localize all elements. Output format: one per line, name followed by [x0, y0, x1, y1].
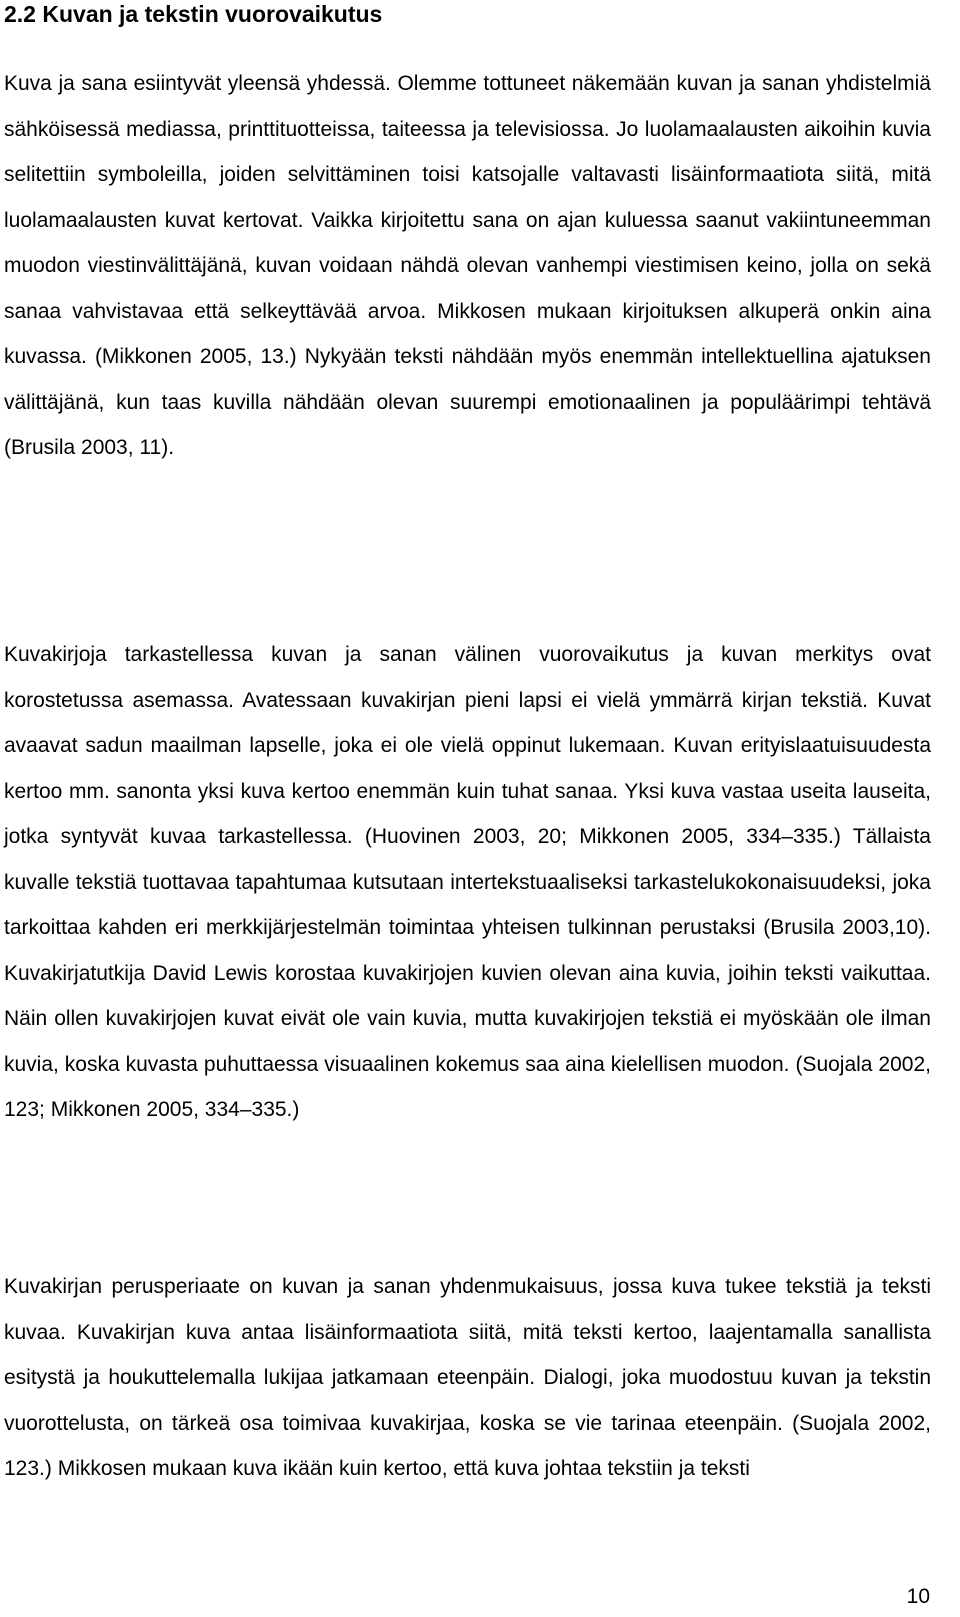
paragraph-3: Kuvakirjan perusperiaate on kuvan ja sanan yhdenmukaisuus, jossa kuva tukee tekstiä ja teksti kuvaa. Kuvakirjan kuva antaa lisäinformaatiota siitä, mitä teksti kertoo, laajentamalla sanallista esitystä ja houkuttelemalla lukijaa jatkamaan eteenpäin. Dialogi, joka muodostuu kuvan ja tekstin vuorottelusta, on tärkeä osa toimivaa kuvakirjaa, koska se vie tarinaa eteenpäin. (Suojala 2002, 123.) Mikkosen mukaan kuva ikään kuin kertoo, että kuva johtaa tekstiin ja teksti	[4, 1275, 931, 1480]
section-heading: 2.2 Kuvan ja tekstin vuorovaikutus	[4, 1, 383, 27]
paragraph-2: Kuvakirjoja tarkastellessa kuvan ja sanan välinen vuorovaikutus ja kuvan merkitys ovat korostetussa asemassa. Avatessaan kuvakirjan pieni lapsi ei vielä ymmärrä kirjan tekstiä. Kuvat avaavat sadun maailman lapselle, joka ei ole vielä oppinut lukemaan. Kuvan erityislaatuisuudesta kertoo mm. sanonta yksi kuva kertoo enemmän kuin tuhat sanaa. Yksi kuva vastaa useita lauseita, jotka syntyvät kuvaa tarkastellessa. (Huovinen 2003, 20; Mikkonen 2005, 334–335.) Tällaista kuvalle tekstiä tuottavaa tapahtumaa kutsutaan intertekstuaaliseksi tarkastelukokonaisuudeksi, joka tarkoittaa kahden eri merkkijärjestelmän toimintaa yhteisen tulkinnan perustaksi (Brusila 2003,10). Kuvakirjatutkija David Lewis korostaa kuvakirjojen kuvien olevan aina kuvia, joihin teksti vaikuttaa. Näin ollen kuvakirjojen kuvat eivät ole vain kuvia, mutta kuvakirjojen tekstiä ei myöskään ole ilman kuvia, koska kuvasta puhuttaessa visuaalinen kokemus saa aina kielellisen muodon. (Suojala 2002, 123; Mikkonen 2005, 334–335.)	[4, 643, 931, 1121]
paragraph-1: Kuva ja sana esiintyvät yleensä yhdessä. Olemme tottuneet näkemään kuvan ja sanan yhdistelmiä sähköisessä mediassa, printtituotteissa, taiteessa ja televisiossa. Jo luolamaalausten aikoihin kuvia selitettiin symboleilla, joiden selvittäminen toisi katsojalle valtavasti lisäinformaatiota siitä, mitä luolamaalausten kuvat kertovat. Vaikka kirjoitettu sana on ajan kuluessa saanut vakiintuneemman muodon viestinvälittäjänä, kuvan voidaan nähdä olevan vanhempi viestimisen keino, jolla on sekä sanaa vahvistavaa että selkeyttävää arvoa. Mikkosen mukaan kirjoituksen alkuperä onkin aina kuvassa. (Mikkonen 2005, 13.) Nykyään teksti nähdään myös enemmän intellektuellina ajatuksen välittäjänä, kun taas kuvilla nähdään olevan suurempi emotionaalinen ja populäärimpi tehtävä (Brusila 2003, 11).	[4, 72, 931, 459]
page-number: 10	[906, 1585, 930, 1608]
document-page	[4, 0, 931, 1480]
